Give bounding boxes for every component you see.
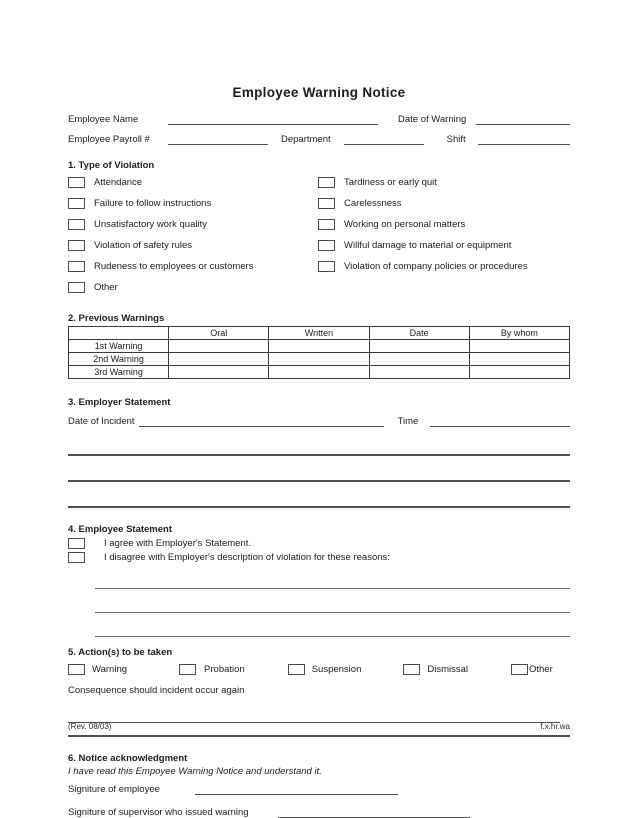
employer-statement-line[interactable] bbox=[68, 442, 570, 456]
option-label: Working on personal matters bbox=[344, 219, 466, 230]
section-3-heading: 3. Employer Statement bbox=[68, 397, 171, 408]
table-cell[interactable] bbox=[169, 340, 269, 353]
checkbox-safety-rules[interactable] bbox=[68, 240, 85, 251]
employee-payroll-field[interactable] bbox=[168, 132, 268, 145]
table-cell[interactable] bbox=[369, 353, 469, 366]
violation-option-company-policies bbox=[318, 261, 570, 272]
violation-option-failure-instructions bbox=[68, 198, 318, 209]
checkbox-warning[interactable] bbox=[68, 664, 85, 675]
violation-option-personal-matters bbox=[318, 219, 570, 230]
violation-options bbox=[68, 177, 570, 303]
option-label: Tardiness or early quit bbox=[344, 177, 437, 188]
table-row bbox=[69, 340, 570, 353]
table-row bbox=[69, 353, 570, 366]
option-label: Other bbox=[94, 282, 118, 293]
checkbox-dismissal[interactable] bbox=[403, 664, 420, 675]
section-1-heading: 1. Type of Violation bbox=[68, 160, 155, 171]
option-label: Attendance bbox=[94, 177, 143, 188]
sig-employee-label: Signiture of employee bbox=[68, 784, 160, 795]
row-label-3rd-warning: 3rd Warning bbox=[69, 366, 169, 379]
department-field[interactable] bbox=[344, 132, 424, 145]
sig-employee-field[interactable] bbox=[195, 782, 398, 795]
violation-option-work-quality bbox=[68, 219, 318, 230]
employer-statement-line[interactable] bbox=[68, 494, 570, 508]
action-label: Warning bbox=[92, 664, 128, 675]
checkbox-carelessness[interactable] bbox=[318, 198, 335, 209]
checkbox-tardiness[interactable] bbox=[318, 177, 335, 188]
revision-note: (Rev. 08/03) bbox=[68, 722, 112, 731]
date-of-warning-field[interactable] bbox=[476, 112, 570, 125]
table-cell[interactable] bbox=[369, 340, 469, 353]
table-header-date: Date bbox=[369, 327, 469, 340]
checkbox-disagree[interactable] bbox=[68, 552, 85, 563]
table-cell[interactable] bbox=[469, 340, 569, 353]
checkbox-probation[interactable] bbox=[179, 664, 196, 675]
table-cell[interactable] bbox=[269, 366, 369, 379]
date-of-incident-field[interactable] bbox=[139, 414, 384, 427]
option-label: Unsatisfactory work quality bbox=[94, 219, 207, 230]
table-cell[interactable] bbox=[369, 366, 469, 379]
violation-option-willful-damage bbox=[318, 240, 570, 251]
checkbox-attendance[interactable] bbox=[68, 177, 85, 188]
shift-field[interactable] bbox=[478, 132, 570, 145]
shift-label: Shift bbox=[446, 134, 466, 145]
agree-label: I agree with Employer's Statement. bbox=[104, 538, 252, 549]
page-footer bbox=[68, 722, 570, 731]
checkbox-willful-damage[interactable] bbox=[318, 240, 335, 251]
page-title: Employee Warning Notice bbox=[232, 85, 406, 100]
checkbox-work-quality[interactable] bbox=[68, 219, 85, 230]
table-row bbox=[69, 366, 570, 379]
option-label: Carelessness bbox=[344, 198, 402, 209]
option-label: Failure to follow instructions bbox=[94, 198, 212, 209]
employee-payroll-label: Employee Payroll # bbox=[68, 134, 150, 145]
checkbox-personal-matters[interactable] bbox=[318, 219, 335, 230]
employee-statement-line[interactable] bbox=[95, 624, 570, 637]
option-label: Violation of safety rules bbox=[94, 240, 193, 251]
time-label: Time bbox=[397, 416, 419, 427]
table-cell[interactable] bbox=[169, 353, 269, 366]
header-row-2 bbox=[68, 132, 570, 145]
employee-signature-row bbox=[68, 782, 570, 795]
employee-name-label: Employee Name bbox=[68, 114, 139, 125]
employee-statement-line[interactable] bbox=[95, 576, 570, 589]
checkbox-suspension[interactable] bbox=[288, 664, 305, 675]
incident-row bbox=[68, 414, 570, 427]
violation-option-other bbox=[68, 282, 318, 293]
section-2-heading: 2. Previous Warnings bbox=[68, 313, 165, 324]
checkbox-failure-instructions[interactable] bbox=[68, 198, 85, 209]
action-label: Suspension bbox=[311, 664, 362, 675]
checkbox-agree[interactable] bbox=[68, 538, 85, 549]
row-label-2nd-warning: 2nd Warning bbox=[69, 353, 169, 366]
row-label-1st-warning: 1st Warning bbox=[69, 340, 169, 353]
header-row-1 bbox=[68, 112, 570, 125]
violation-option-rudeness bbox=[68, 261, 318, 272]
section-5-heading: 5. Action(s) to be taken bbox=[68, 647, 173, 658]
option-label: Rudeness to employees or customers bbox=[94, 261, 254, 272]
table-header-by-whom: By whom bbox=[469, 327, 569, 340]
checkbox-rudeness[interactable] bbox=[68, 261, 85, 272]
consequence-label: Consequence should incident occur again bbox=[68, 685, 245, 696]
table-cell[interactable] bbox=[269, 353, 369, 366]
employee-name-field[interactable] bbox=[168, 112, 378, 125]
checkbox-other-action[interactable] bbox=[511, 664, 528, 675]
table-header-blank bbox=[69, 327, 169, 340]
acknowledgment-statement: I have read this Empoyee Warning Notice and understand it. bbox=[68, 766, 322, 777]
action-label: Probation bbox=[204, 664, 245, 675]
sig-supervisor-label: Signiture of supervisor who issued warning bbox=[68, 807, 249, 818]
option-label: Willful damage to material or equipment bbox=[344, 240, 512, 251]
employee-statement-line[interactable] bbox=[95, 600, 570, 613]
violation-option-tardiness bbox=[318, 177, 570, 188]
actions-row bbox=[68, 664, 570, 675]
violation-option-carelessness bbox=[318, 198, 570, 209]
section-6-heading: 6. Notice acknowledgment bbox=[68, 753, 188, 764]
table-header-written: Written bbox=[269, 327, 369, 340]
table-header-row bbox=[69, 327, 570, 340]
date-of-warning-label: Date of Warning bbox=[398, 114, 467, 125]
date-of-incident-label: Date of Incident bbox=[68, 416, 135, 427]
table-cell[interactable] bbox=[469, 366, 569, 379]
option-label: Violation of company policies or procedures bbox=[344, 261, 528, 272]
department-label: Department bbox=[281, 134, 331, 145]
action-label: Other bbox=[529, 664, 553, 675]
disagree-row bbox=[68, 552, 570, 563]
agree-row bbox=[68, 538, 570, 549]
employer-statement-line[interactable] bbox=[68, 468, 570, 482]
disagree-label: I disagree with Employer's description of violation for these reasons: bbox=[104, 552, 390, 563]
action-label: Dismissal bbox=[427, 664, 468, 675]
checkbox-other-violation[interactable] bbox=[68, 282, 85, 293]
section-4-heading: 4. Employee Statement bbox=[68, 524, 173, 535]
violation-option-safety-rules bbox=[68, 240, 318, 251]
supervisor-signature-row bbox=[68, 805, 570, 818]
table-cell[interactable] bbox=[469, 353, 569, 366]
sig-supervisor-field[interactable] bbox=[278, 805, 470, 818]
violation-option-attendance bbox=[68, 177, 318, 188]
form-code: f.x.hr.wa bbox=[540, 722, 570, 731]
table-header-oral: Oral bbox=[169, 327, 269, 340]
table-cell[interactable] bbox=[169, 366, 269, 379]
previous-warnings-table bbox=[68, 326, 570, 379]
time-field[interactable] bbox=[430, 414, 570, 427]
table-cell[interactable] bbox=[269, 340, 369, 353]
checkbox-company-policies[interactable] bbox=[318, 261, 335, 272]
